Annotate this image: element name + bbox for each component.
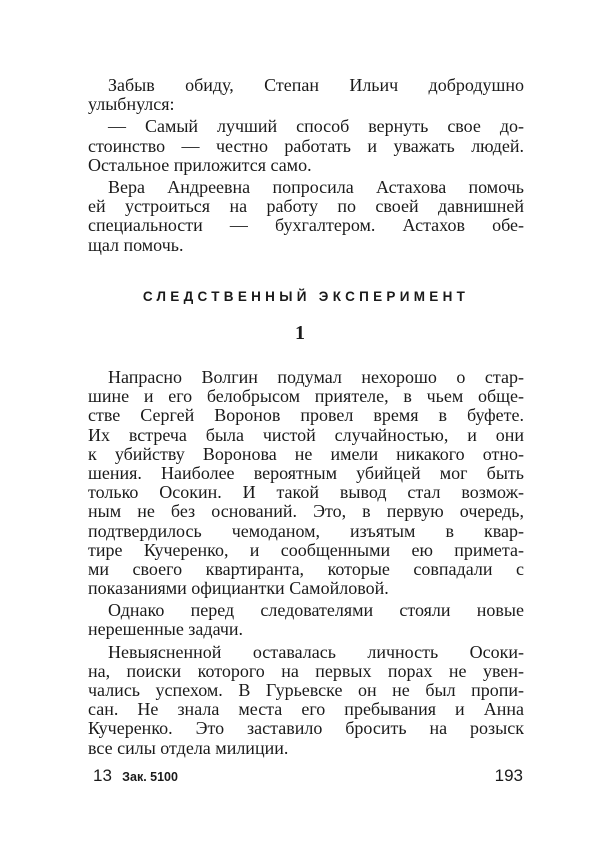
text-line: на, поиски которого на первых порах не увен- <box>88 660 524 681</box>
text-line: Кучеренко. Это заставило бросить на розыск <box>88 718 524 739</box>
text-line: все силы отдела милиции. <box>88 737 289 758</box>
text-line: шения. Наиболее вероятным убийцей мог быть <box>88 462 524 483</box>
top-text <box>88 76 524 255</box>
text-line: чались успехом. В Гурьевске он не был пропи- <box>88 680 524 700</box>
text-line: улыбнулся: <box>88 94 175 115</box>
body-text <box>88 368 524 758</box>
page-number: 193 <box>494 766 523 785</box>
chapter-number: 1 <box>295 322 305 344</box>
text-line: стоинство — честно работать и уважать людей. <box>88 135 524 156</box>
text-line: Вера Андреевна попросила Астахова помочь <box>108 176 524 197</box>
text-line: подтвердилось чемоданом, изъятым в квар- <box>88 520 524 541</box>
text-line: щал помочь. <box>88 234 184 255</box>
text-line: — Самый лучший способ вернуть свое до- <box>108 116 524 137</box>
text-line: Однако перед следователями стояли новые <box>108 600 524 621</box>
text-line: показаниями официантки Самойловой. <box>88 578 389 599</box>
text-line: ми своего квартиранта, которые совпадали с <box>88 558 524 579</box>
text-line: только Осокин. И такой вывод стал возмож- <box>88 482 524 503</box>
text-line: к убийству Воронова не имели никакого отно- <box>88 443 524 464</box>
text-line: Забыв обиду, Степан Ильич добродушно <box>108 75 524 95</box>
text-line: тире Кучеренко, и сообщенными ею примета- <box>88 539 524 560</box>
chapter-title: СЛЕДСТВЕННЫЙ ЭКСПЕРИМЕНТ <box>142 289 470 304</box>
text-line: нерешенные задачи. <box>88 619 244 640</box>
page-footer <box>93 766 523 786</box>
text-line: Невыясненной оставалась личность Осоки- <box>108 641 524 662</box>
text-line: сан. Не знала места его пребывания и Анна <box>88 699 524 720</box>
signature-mark: 13 <box>93 766 112 785</box>
text-line: Напрасно Волгин подумал нехорошо о стар- <box>108 367 524 387</box>
text-line: ным не без оснований. Это, в первую очередь, <box>88 501 524 522</box>
text-line: Их встреча была чистой случайностью, и они <box>88 424 524 445</box>
text-line: Остальное приложится само. <box>88 154 312 175</box>
text-line: специальности — бухгалтером. Астахов обе- <box>88 215 524 236</box>
order-number: Зак. 5100 <box>122 770 178 784</box>
text-line: стве Сергей Воронов провел время в буфете. <box>88 405 524 426</box>
text-line: ей устроиться на работу по своей давнишней <box>88 196 524 217</box>
text-line: шине и его белобрысом приятеле, в чьем обще- <box>88 386 524 407</box>
